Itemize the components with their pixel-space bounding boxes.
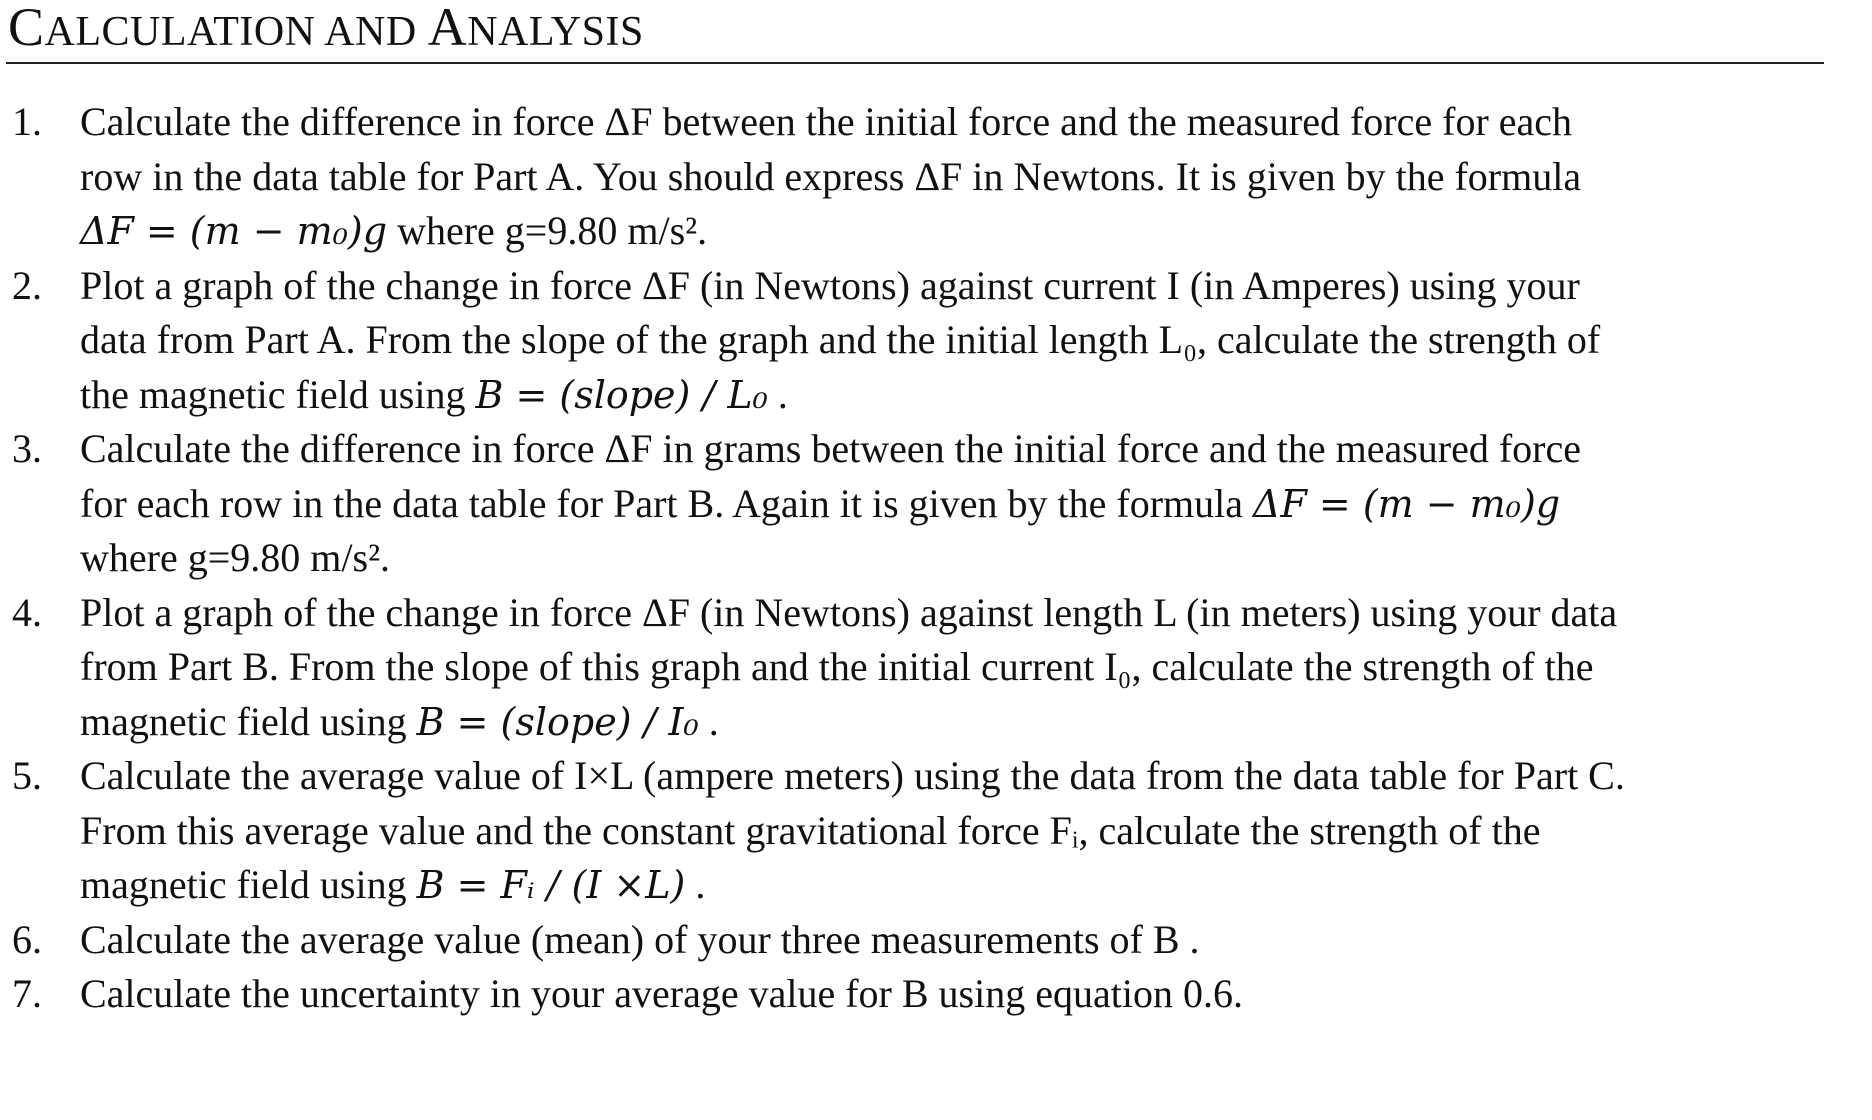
item-line: Calculate the difference in force ΔF between the initial force and the measured force for each <box>80 99 1573 144</box>
item-number: 7. <box>12 971 42 1016</box>
item-number: 5. <box>12 753 42 798</box>
formula: ΔF = (m − m₀)g <box>80 209 388 253</box>
list-item <box>0 95 1860 259</box>
heading-cap-1: C <box>8 0 45 57</box>
item-line: from Part B. From the slope of this graph and the initial current I₀, calculate the strength of the <box>80 644 1594 689</box>
item-line: Calculate the average value (mean) of your three measurements of B . <box>80 916 1200 962</box>
item-line: From this average value and the constant gravitational force Fᵢ, calculate the strength of the <box>80 807 1541 853</box>
heading-rule <box>6 62 1824 64</box>
list-item <box>0 259 1860 423</box>
item-line <box>80 368 1860 423</box>
heading-rest-2: NALYSIS <box>467 9 644 55</box>
list-item <box>0 913 1860 968</box>
formula: ΔF = (m − m₀)g <box>1253 481 1561 526</box>
heading-cap-2: A <box>427 0 468 57</box>
item-line: Calculate the difference in force ΔF in grams between the initial force and the measured force <box>80 426 1581 471</box>
item-line-tail: . <box>685 862 706 907</box>
heading-rest-1: ALCULATION AND <box>44 9 428 55</box>
item-line <box>80 695 1860 750</box>
item-number: 1. <box>12 99 42 144</box>
item-line: Calculate the uncertainty in your average value for B using equation 0.6. <box>80 971 1243 1016</box>
item-line <box>80 858 1860 913</box>
item-number: 3. <box>12 426 42 471</box>
item-line: Calculate the average value of I×L (ampere meters) using the data from the data table for Part C. <box>80 753 1625 798</box>
item-line: Plot a graph of the change in force ΔF (in Newtons) against current I (in Amperes) using your <box>80 262 1580 308</box>
formula: B = (slope) / I₀ <box>416 699 699 744</box>
item-line: Plot a graph of the change in force ΔF (in Newtons) against length L (in meters) using your data <box>80 589 1618 635</box>
section-heading <box>8 0 644 59</box>
list-item <box>0 586 1860 750</box>
item-line-tail: . <box>767 371 788 417</box>
instruction-list <box>0 95 1860 1022</box>
item-line: row in the data table for Part A. You should express ΔF in Newtons. It is given by the formula <box>80 153 1582 199</box>
item-line-tail: where g=9.80 m/s². <box>387 208 708 253</box>
item-line-head: magnetic field using <box>80 862 417 907</box>
formula: B = Fᵢ / (I ×L) <box>416 863 686 907</box>
item-line-head: for each row in the data table for Part B. Again it is given by the formula <box>80 480 1254 526</box>
list-item <box>0 422 1860 586</box>
item-number: 6. <box>12 916 42 962</box>
item-number: 4. <box>12 589 42 635</box>
item-number: 2. <box>12 262 42 308</box>
item-line-tail: . <box>698 698 719 744</box>
formula: B = (slope) / L₀ <box>475 372 768 417</box>
item-line <box>80 204 1860 259</box>
item-line: data from Part A. From the slope of the graph and the initial length L₀, calculate the strength of <box>80 317 1601 362</box>
item-line: where g=9.80 m/s². <box>80 535 391 580</box>
list-item <box>0 967 1860 1022</box>
item-line-head: the magnetic field using <box>80 371 476 417</box>
list-item <box>0 749 1860 913</box>
item-line <box>80 477 1860 532</box>
item-line-head: magnetic field using <box>80 698 417 744</box>
